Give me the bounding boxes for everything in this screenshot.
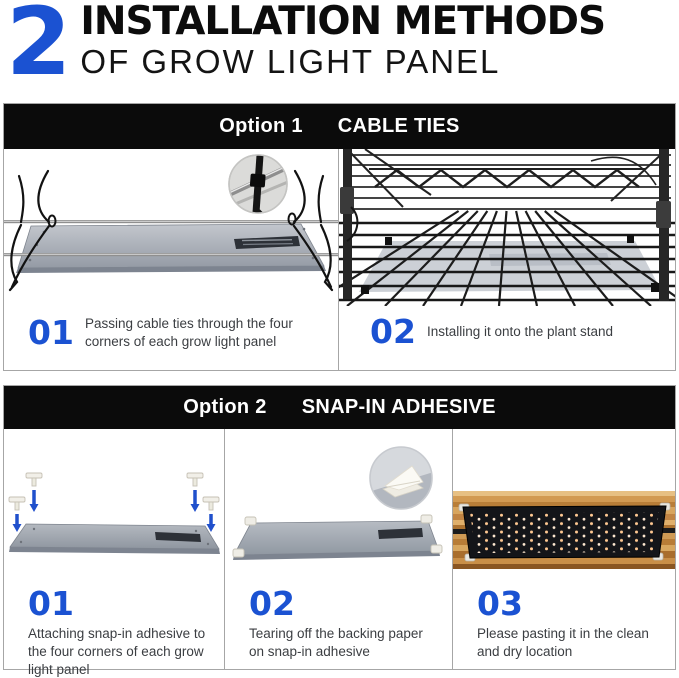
step-number: 02 bbox=[249, 584, 295, 623]
option2-step1 bbox=[4, 579, 224, 678]
step-text: Attaching snap-in adhesive to the four corners of each grow light panel bbox=[28, 626, 206, 677]
panel-under-stand bbox=[359, 241, 661, 292]
option2-step3 bbox=[453, 579, 675, 661]
cable-ties-panel-illustration bbox=[4, 149, 338, 306]
option2-step1-column bbox=[4, 429, 224, 677]
page-header bbox=[6, 0, 606, 97]
step-number: 01 bbox=[28, 313, 74, 353]
step-text: Tearing off the backing paper on snap-in adhesive bbox=[249, 626, 423, 659]
option2-method-name: SNAP-IN ADHESIVE bbox=[301, 396, 496, 418]
page-title: INSTALLATION METHODS bbox=[80, 0, 606, 44]
header-titles bbox=[80, 2, 605, 81]
step-number: 03 bbox=[477, 584, 523, 623]
step-text: Passing cable ties through the four corners of each grow light panel bbox=[84, 316, 293, 349]
page-subtitle: OF GROW LIGHT PANEL bbox=[80, 42, 501, 80]
option2-label: Option 2 bbox=[183, 396, 267, 418]
option1-step1 bbox=[4, 306, 338, 351]
option2-step3-column bbox=[452, 429, 675, 669]
option1-section bbox=[3, 103, 676, 371]
step-text: Please pasting it in the clean and dry location bbox=[477, 626, 649, 659]
option1-step2 bbox=[339, 306, 675, 351]
option1-label: Option 1 bbox=[219, 115, 303, 137]
plant-stand-illustration bbox=[339, 149, 675, 306]
option1-columns bbox=[4, 149, 675, 370]
option2-columns bbox=[4, 429, 675, 677]
option2-step2-column bbox=[224, 429, 452, 669]
option1-step2-column bbox=[338, 149, 675, 370]
peel-backing-paper-illustration bbox=[225, 429, 452, 579]
step-number: 01 bbox=[28, 584, 74, 623]
option2-header-bar bbox=[4, 386, 675, 429]
snap-adhesive-attach-illustration bbox=[4, 429, 224, 579]
snap-in-adhesive-pieces bbox=[9, 473, 219, 510]
option1-header-bar bbox=[4, 104, 675, 149]
option2-step2 bbox=[225, 579, 452, 661]
step-text: Installing it onto the plant stand bbox=[426, 323, 614, 339]
option2-section bbox=[3, 385, 676, 677]
option1-method-name: CABLE TIES bbox=[337, 115, 460, 137]
led-panel-on-wood-illustration bbox=[453, 429, 675, 579]
option1-step1-column bbox=[4, 149, 338, 370]
step-number: 02 bbox=[370, 312, 416, 351]
big-number: 2 bbox=[6, 0, 69, 97]
